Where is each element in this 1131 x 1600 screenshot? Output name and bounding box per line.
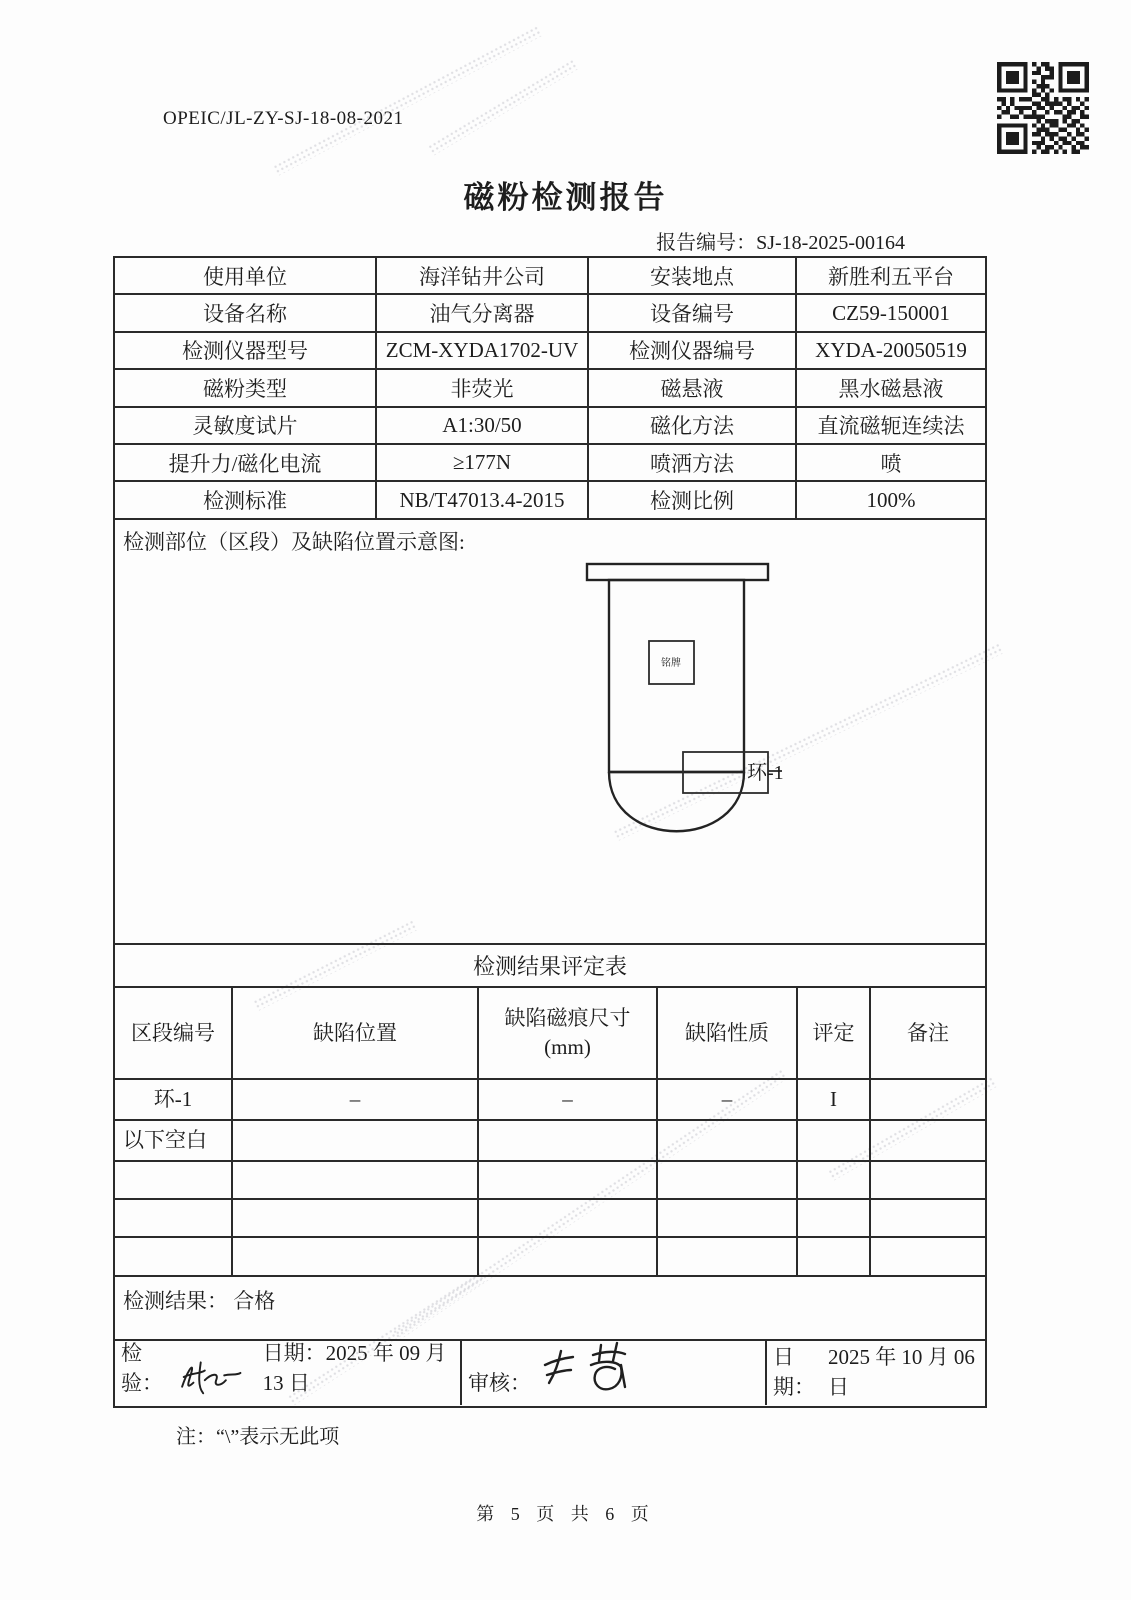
results-header-size bbox=[479, 988, 658, 1080]
result-cell-location: – bbox=[233, 1080, 479, 1121]
info-value: NB/T47013.4-2015 bbox=[377, 482, 589, 519]
info-value: 油气分离器 bbox=[377, 295, 589, 332]
info-value: 海洋钻井公司 bbox=[377, 258, 589, 295]
result-cell-size: – bbox=[479, 1080, 658, 1121]
diagram-caption: 检测部位（区段）及缺陷位置示意图: bbox=[123, 529, 465, 554]
reviewer-signature bbox=[533, 1339, 653, 1395]
inspector-cell bbox=[115, 1341, 462, 1405]
reviewer-cell bbox=[462, 1341, 767, 1405]
result-cell-size bbox=[479, 1162, 658, 1200]
info-label: 灵敏度试片 bbox=[115, 408, 377, 445]
result-cell-zone bbox=[115, 1238, 233, 1277]
review-date-label: 日期： bbox=[773, 1344, 815, 1399]
info-label: 设备名称 bbox=[115, 295, 377, 332]
conclusion-label: 检测结果： bbox=[123, 1288, 228, 1313]
result-cell-remark bbox=[871, 1200, 985, 1238]
info-label: 磁悬液 bbox=[589, 370, 797, 407]
result-cell-rating bbox=[798, 1121, 871, 1162]
footnote: 注：“\”表示无此项 bbox=[176, 1426, 340, 1448]
page-title: 磁粉检测报告 bbox=[463, 180, 668, 215]
zone-label: 环-1 bbox=[747, 761, 784, 784]
result-cell-rating bbox=[798, 1162, 871, 1200]
info-label: 检测标准 bbox=[115, 482, 377, 519]
report-number bbox=[656, 226, 905, 255]
vessel-head bbox=[609, 772, 744, 831]
nameplate-label: 铭牌 bbox=[661, 657, 681, 669]
info-label: 磁化方法 bbox=[589, 408, 797, 445]
results-header-zone: 区段编号 bbox=[115, 988, 233, 1080]
conclusion-row bbox=[115, 1277, 985, 1341]
results-header-location: 缺陷位置 bbox=[233, 988, 479, 1080]
results-header-size-line1: 缺陷磁痕尺寸 bbox=[504, 1006, 631, 1031]
review-date-value: 2025 年 10 月 06 日 bbox=[827, 1344, 975, 1399]
result-cell-rating: I bbox=[798, 1080, 871, 1121]
inspect-date-label: 日期： bbox=[262, 1340, 326, 1365]
review-date-cell bbox=[767, 1341, 985, 1405]
info-grid bbox=[115, 258, 985, 520]
report-number-value: SJ-18-2025-00164 bbox=[756, 232, 905, 254]
results-header-nature: 缺陷性质 bbox=[658, 988, 798, 1080]
inspect-date-value: 2025 年 09 月 13 日 bbox=[262, 1340, 447, 1395]
report-table bbox=[113, 256, 987, 1408]
info-value: ZCM-XYDA1702-UV bbox=[377, 333, 589, 370]
vessel-diagram bbox=[570, 545, 850, 845]
info-label: 设备编号 bbox=[589, 295, 797, 332]
results-header-size-line2: (mm) bbox=[544, 1034, 591, 1059]
result-cell-nature bbox=[658, 1200, 798, 1238]
info-label: 安装地点 bbox=[589, 258, 797, 295]
info-label: 磁粉类型 bbox=[115, 370, 377, 407]
info-value: 黑水磁悬液 bbox=[797, 370, 985, 407]
qr-code bbox=[997, 62, 1089, 154]
result-cell-rating bbox=[798, 1238, 871, 1277]
result-cell-nature: – bbox=[658, 1080, 798, 1121]
info-value: A1:30/50 bbox=[377, 408, 589, 445]
result-cell-zone bbox=[115, 1162, 233, 1200]
result-cell-zone: 环-1 bbox=[115, 1080, 233, 1121]
result-cell-remark bbox=[871, 1238, 985, 1277]
conclusion-value: 合格 bbox=[233, 1288, 276, 1313]
info-value: 喷 bbox=[797, 445, 985, 482]
document-code: OPEIC/JL-ZY-SJ-18-08-2021 bbox=[163, 108, 404, 129]
result-cell-size bbox=[479, 1200, 658, 1238]
watermark bbox=[427, 58, 579, 156]
result-cell-nature bbox=[658, 1121, 798, 1162]
inspect-date bbox=[263, 1337, 454, 1397]
result-cell-location bbox=[233, 1200, 479, 1238]
result-cell-location bbox=[233, 1162, 479, 1200]
info-label: 使用单位 bbox=[115, 258, 377, 295]
info-value: 非荧光 bbox=[377, 370, 589, 407]
signature-row bbox=[115, 1341, 985, 1405]
results-header-remark: 备注 bbox=[871, 988, 985, 1080]
info-label: 检测比例 bbox=[589, 482, 797, 519]
watermark bbox=[272, 25, 543, 176]
result-cell-location bbox=[233, 1238, 479, 1277]
report-number-label: 报告编号： bbox=[656, 232, 757, 254]
result-cell-zone: 以下空白 bbox=[115, 1121, 233, 1162]
page-number: 第 5 页 共 6 页 bbox=[476, 1504, 655, 1524]
results-grid bbox=[115, 988, 985, 1277]
result-cell-location bbox=[233, 1121, 479, 1162]
inspector-label: 检验： bbox=[121, 1340, 163, 1395]
result-cell-remark bbox=[871, 1121, 985, 1162]
results-header-rating: 评定 bbox=[798, 988, 871, 1080]
result-cell-zone bbox=[115, 1200, 233, 1238]
result-cell-size bbox=[479, 1121, 658, 1162]
inspector-signature bbox=[174, 1351, 249, 1403]
result-cell-nature bbox=[658, 1238, 798, 1277]
result-cell-size bbox=[479, 1238, 658, 1277]
vessel-flange bbox=[587, 564, 768, 580]
info-value: ≥177N bbox=[377, 445, 589, 482]
vessel-shell bbox=[609, 580, 744, 772]
result-cell-rating bbox=[798, 1200, 871, 1238]
info-value: 新胜利五平台 bbox=[797, 258, 985, 295]
reviewer-label: 审核： bbox=[468, 1370, 531, 1395]
result-cell-remark bbox=[871, 1162, 985, 1200]
info-label: 检测仪器型号 bbox=[115, 333, 377, 370]
info-label: 提升力/磁化电流 bbox=[115, 445, 377, 482]
diagram-section bbox=[115, 520, 985, 945]
info-value: 直流磁轭连续法 bbox=[797, 408, 985, 445]
info-value: XYDA-20050519 bbox=[797, 333, 985, 370]
info-value: 100% bbox=[797, 482, 985, 519]
result-cell-nature bbox=[658, 1162, 798, 1200]
info-label: 检测仪器编号 bbox=[589, 333, 797, 370]
result-cell-remark bbox=[871, 1080, 985, 1121]
info-label: 喷洒方法 bbox=[589, 445, 797, 482]
results-table-title: 检测结果评定表 bbox=[115, 945, 985, 988]
info-value: CZ59-150001 bbox=[797, 295, 985, 332]
